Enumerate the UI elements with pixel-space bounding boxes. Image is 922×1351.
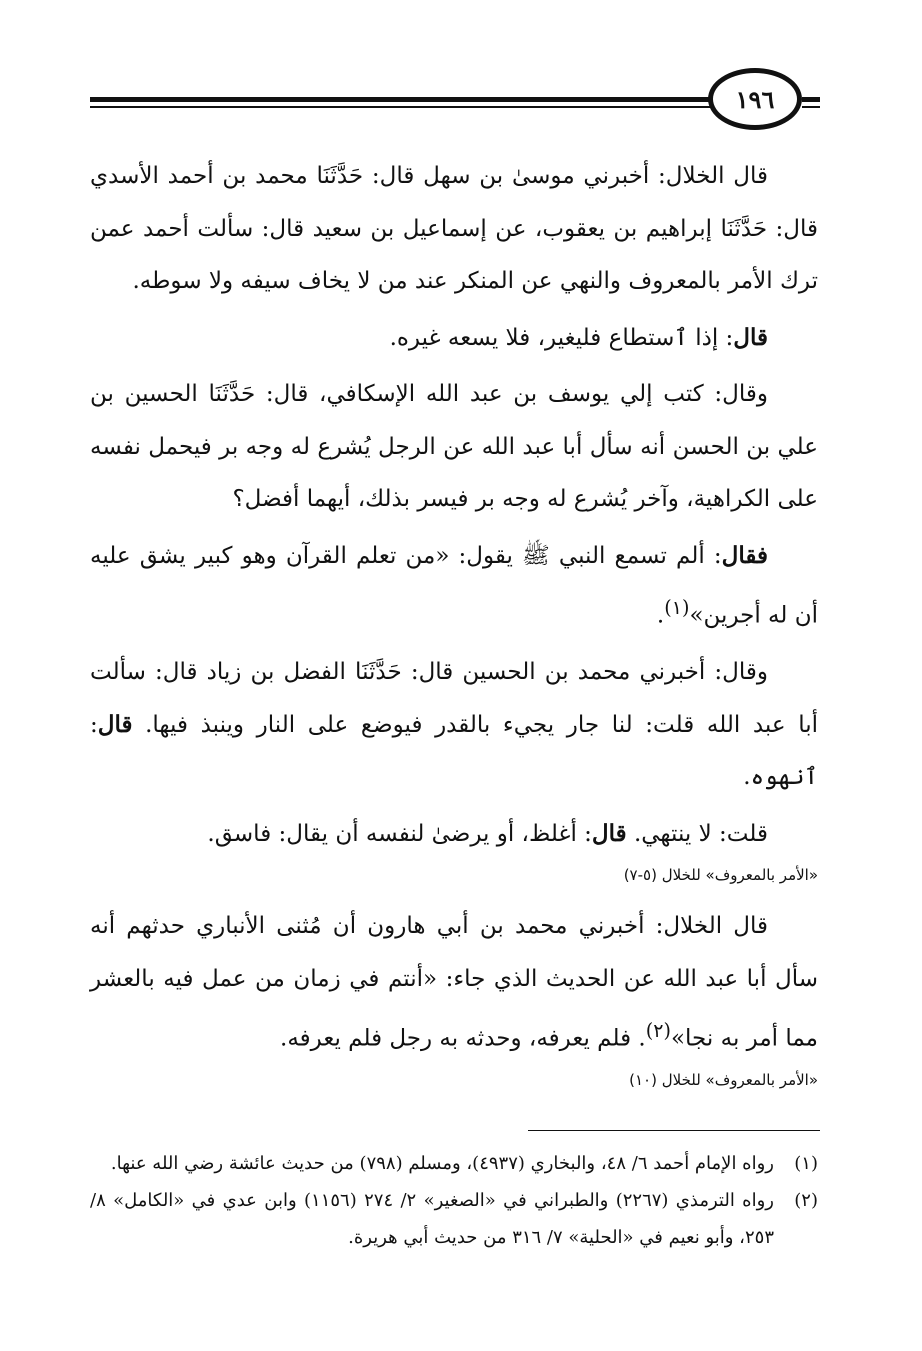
paragraph-6 [90, 808, 818, 861]
paragraph-7 [90, 900, 818, 1065]
paragraph-text: : أغلظ، أو يرضىٰ لنفسه أن يقال: فاسق. [207, 820, 592, 847]
paragraph-text: . فلم يعرفه، وحدثه به رجل فلم يعرفه. [280, 1025, 646, 1052]
paragraph-3: وقال: كتب إلي يوسف بن عبد الله الإسكافي، قال: حَدَّثَنَا الحسين بن علي بن الحسن أنه سأل أبا عبد الله عن الرجل يُشرع له وجه بر فيحمل نفسه على الكراهية، وآخر يُشرع له وجه بر فيسر بذلك، أيهما أفضل؟ [90, 381, 818, 512]
paragraph-text: قال الخلال: أخبرني محمد بن أبي هارون أن مُثنى الأنباري حدثهم أنه سأل أبا عبد الله عن الحديث الذي جاء: «أنتم في زمان من عمل فيه بالعشر مما أمر به نجا» [90, 913, 818, 1052]
footnote-number: (١) [794, 1153, 818, 1174]
page-number: ١٩٦ [708, 68, 802, 130]
bold-label: فقال [721, 541, 768, 569]
main-text [90, 150, 818, 1105]
footnote-number: (٢) [794, 1190, 818, 1211]
paragraph-text: وقال: أخبرني محمد بن الحسين قال: حَدَّثَنَا الفضل بن زياد قال: سألت أبا عبد الله قلت: لنا جار يجيء بالقدر فيوضع على النار وينبذ فيها. [90, 659, 818, 738]
paragraph-5 [90, 646, 818, 804]
paragraph-text: : ٱنهوه. [90, 711, 818, 791]
footnote-divider [528, 1130, 820, 1131]
footnote-text: رواه الترمذي (٢٢٦٧) والطبراني في «الصغير» ٢/ ٢٧٤ (١١٥٦) وابن عدي في «الكامل» ٨/ ٢٥٣، وأبو نعيم في «الحلية» ٧/ ٣١٦ من حديث أبي هريرة. [90, 1190, 774, 1248]
header-rule-thin [90, 106, 710, 108]
paragraph-2 [90, 312, 818, 365]
footnote-ref-2[interactable]: (٢) [645, 1019, 671, 1043]
paragraph-text: : إذا ٱستطاع فليغير، فلا يسعه غيره. [389, 324, 734, 351]
header-rule-right-thin [802, 106, 820, 108]
source-citation-1: «الأمر بالمعروف» للخلال (٥-٧) [623, 866, 818, 885]
header-rule-thick [90, 97, 710, 102]
header-rule-right [802, 97, 820, 102]
footnote-ref-1[interactable]: (١) [664, 596, 690, 619]
bold-label: قال [733, 323, 768, 351]
paragraph-4 [90, 530, 818, 643]
footnote-2 [90, 1182, 818, 1256]
paragraph-end: . [656, 602, 665, 629]
bold-label: قال [591, 819, 627, 847]
paragraph-text: قلت: لا ينتهي. [633, 820, 768, 847]
footnotes [90, 1145, 818, 1256]
page-header [90, 68, 820, 128]
paragraph-1: قال الخلال: أخبرني موسىٰ بن سهل قال: حَدَّثَنَا محمد بن أحمد الأسدي قال: حَدَّثَنَا إبراهيم بن يعقوب، عن إسماعيل بن سعيد قال: سألت أحمد عمن ترك الأمر بالمعروف والنهي عن المنكر عند من لا يخاف سيفه ولا سوطه. [90, 163, 818, 294]
source-citation-2: «الأمر بالمعروف» للخلال (١٠) [629, 1071, 818, 1090]
paragraph-text: : ألم تسمع النبي ﷺ يقول: «من تعلم القرآن وهو كبير يشق عليه أن له أجرين» [90, 542, 818, 629]
bold-label: قال [97, 710, 133, 738]
footnote-1 [90, 1145, 818, 1182]
footnote-text: رواه الإمام أحمد ٦/ ٤٨، والبخاري (٤٩٣٧)، ومسلم (٧٩٨) من حديث عائشة رضي الله عنها. [110, 1153, 774, 1174]
